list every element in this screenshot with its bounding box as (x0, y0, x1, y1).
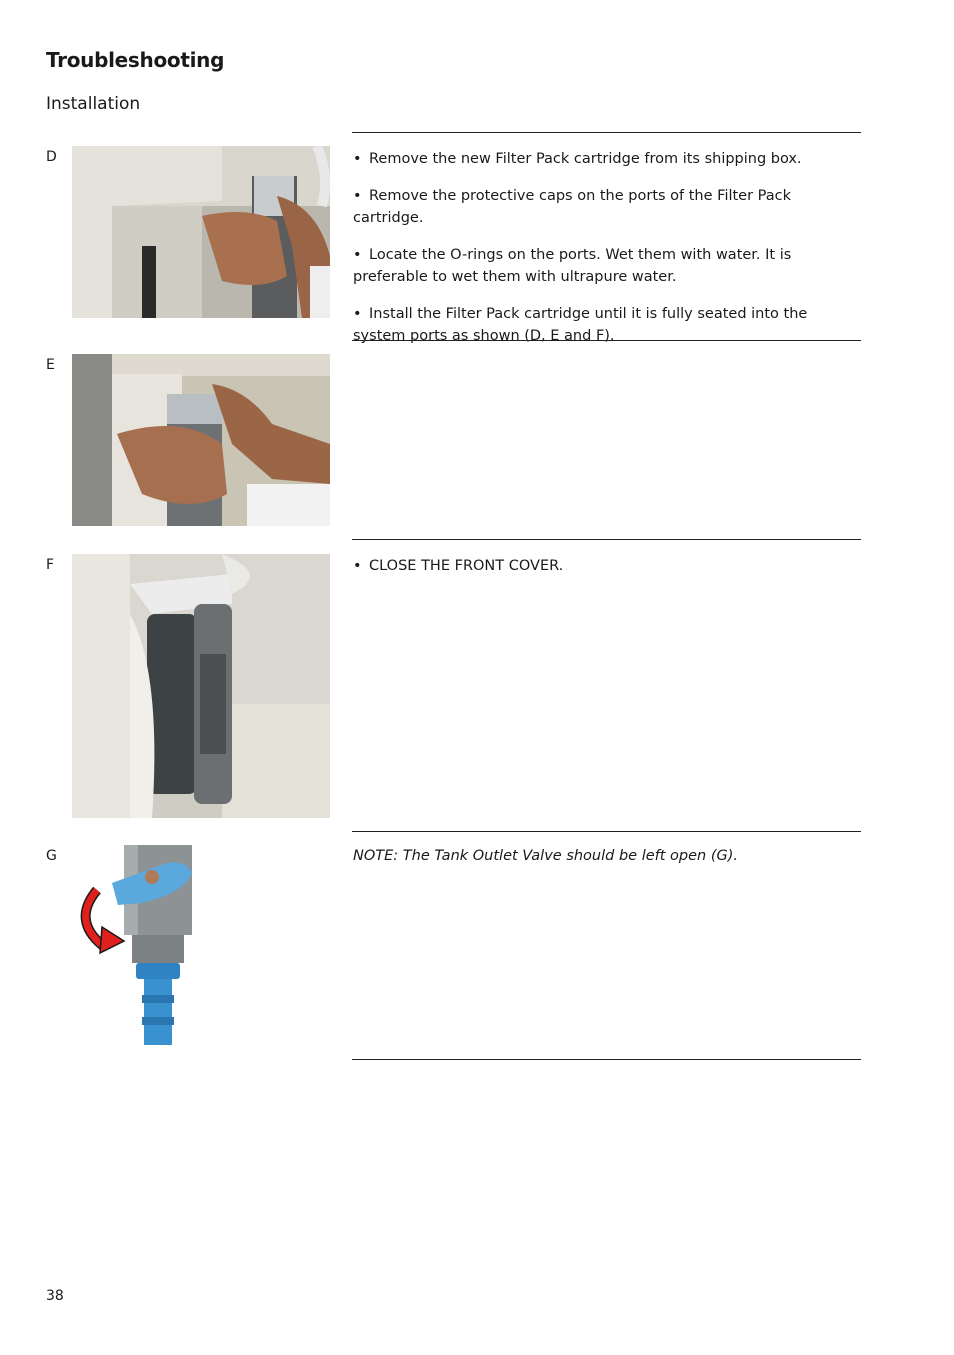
figure-d-photo (72, 146, 330, 318)
figure-e-photo (72, 354, 330, 526)
figure-label-d: D (46, 149, 57, 165)
step-f-1: • CLOSE THE FRONT COVER. (353, 555, 861, 577)
divider-bottom-g (352, 1059, 861, 1060)
bullet-icon: • (353, 247, 362, 263)
bullet-icon: • (353, 188, 362, 204)
step-d-4: • Install the Filter Pack cartridge until it is fully seated into the system ports as shown (D, E and F). (353, 303, 861, 347)
note-tank-outlet-valve: NOTE: The Tank Outlet Valve should be left open (G). (353, 848, 739, 864)
divider-top-d (352, 132, 861, 133)
divider-bottom-d (352, 340, 861, 341)
figure-f-photo (72, 554, 330, 818)
bullet-icon: • (353, 558, 362, 574)
step-d-3: • Locate the O-rings on the ports. Wet them with water. It is preferable to wet them with ultrapure water. (353, 244, 861, 288)
page-title: Troubleshooting (46, 48, 225, 72)
steps-d-list (353, 148, 861, 362)
steps-f-list (353, 555, 861, 592)
figure-label-g: G (46, 848, 57, 864)
bullet-icon: • (353, 306, 362, 322)
step-d-1: • Remove the new Filter Pack cartridge from its shipping box. (353, 148, 861, 170)
note-g-block (353, 845, 861, 882)
divider-top-f (352, 539, 861, 540)
figure-label-e: E (46, 357, 55, 373)
divider-top-g (352, 831, 861, 832)
page-number: 38 (46, 1288, 64, 1304)
step-d-2: • Remove the protective caps on the ports of the Filter Pack cartridge. (353, 185, 861, 229)
bullet-icon: • (353, 151, 362, 167)
section-subtitle: Installation (46, 94, 141, 114)
figure-label-f: F (46, 557, 55, 573)
figure-g-photo (72, 845, 330, 1045)
